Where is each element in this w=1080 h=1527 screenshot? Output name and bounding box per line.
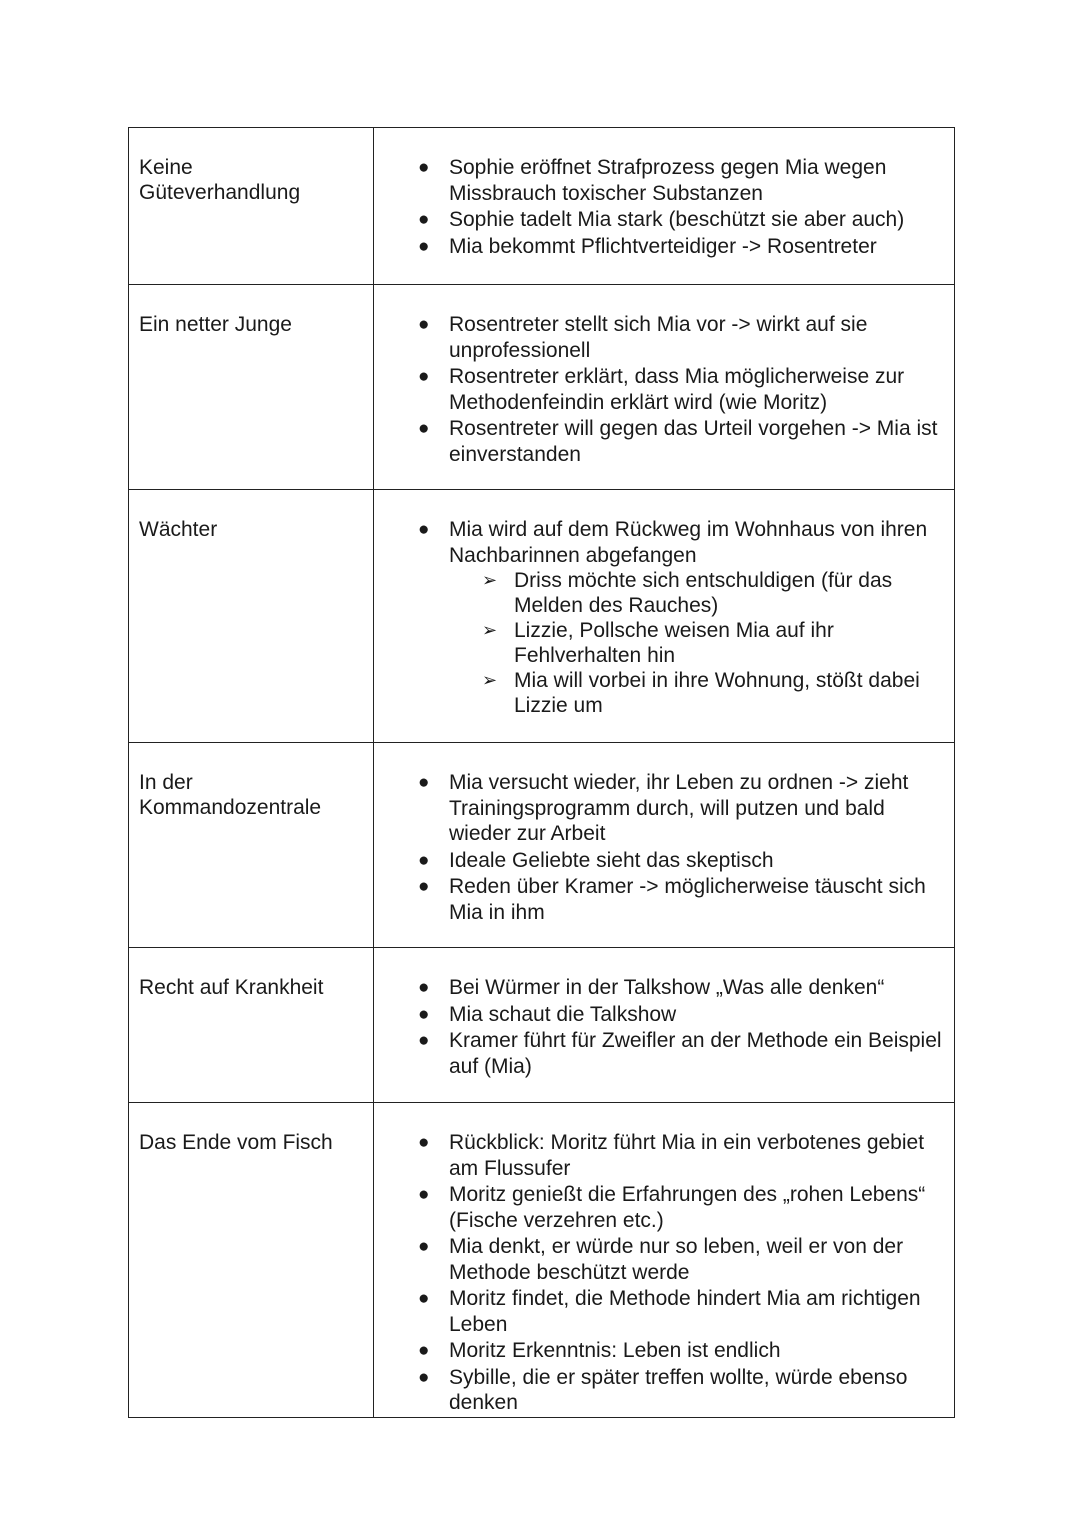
chapter-title: Keine Güteverhandlung <box>139 156 301 204</box>
bullet-dot-icon: ● <box>418 157 430 178</box>
chapter-title-cell <box>129 1103 374 1418</box>
sub-bullet-item <box>449 618 946 668</box>
bullet-list <box>374 128 954 259</box>
bullet-text: Mia denkt, er würde nur so leben, weil er von der Methode beschützt werde <box>449 1235 904 1284</box>
bullet-dot-icon: ● <box>418 209 430 230</box>
bullet-dot-icon: ● <box>418 1184 430 1205</box>
bullet-list <box>374 743 954 925</box>
sub-bullet-item <box>449 568 946 618</box>
bullet-text: Moritz findet, die Methode hindert Mia am richtigen Leben <box>449 1287 921 1336</box>
bullet-dot-icon: ● <box>418 314 430 335</box>
sub-bullet-text: Mia will vorbei in ihre Wohnung, stößt dabei Lizzie um <box>514 669 920 717</box>
bullet-item <box>374 770 946 847</box>
bullet-item <box>374 416 946 467</box>
bullet-text: Sybille, die er später treffen wollte, würde ebenso denken <box>449 1365 908 1414</box>
bullet-item <box>374 312 946 363</box>
bullet-text: Rosentreter stellt sich Mia vor -> wirkt auf sie unprofessionell <box>449 313 868 362</box>
bullet-text: Rosentreter will gegen das Urteil vorgehen -> Mia ist einverstanden <box>449 417 938 466</box>
arrow-bullet-icon: ➢ <box>482 620 498 640</box>
chapter-title: Recht auf Krankheit <box>139 976 324 999</box>
chapter-summary-cell <box>374 1103 955 1418</box>
chapter-summary-cell <box>374 490 955 743</box>
bullet-text: Rosentreter erklärt, dass Mia möglicherweise zur Methodenfeindin erklärt wird (wie Moritz) <box>449 365 905 414</box>
bullet-list <box>374 948 954 1079</box>
bullet-item <box>374 1182 946 1233</box>
chapter-title: Das Ende vom Fisch <box>139 1131 333 1154</box>
table-row <box>129 285 955 490</box>
chapter-summary-cell <box>374 743 955 948</box>
chapter-title-cell <box>129 285 374 490</box>
bullet-text: Mia versucht wieder, ihr Leben zu ordnen -> zieht Trainingsprogramm durch, will putzen und bald wieder zur Arbeit <box>449 771 909 845</box>
bullet-text: Moritz genießt die Erfahrungen des „rohen Lebens“ (Fische verzehren etc.) <box>449 1183 926 1232</box>
sub-bullet-text: Driss möchte sich entschuldigen (für das Melden des Rauches) <box>514 569 893 617</box>
bullet-dot-icon: ● <box>418 1366 430 1388</box>
sub-bullet-text: Lizzie, Pollsche weisen Mia auf ihr Fehlverhalten hin <box>514 619 834 667</box>
bullet-dot-icon: ● <box>418 366 430 387</box>
chapter-title-cell <box>129 743 374 948</box>
bullet-list <box>374 490 954 718</box>
bullet-item <box>374 1338 946 1364</box>
bullet-item <box>374 874 946 925</box>
arrow-bullet-icon: ➢ <box>482 570 498 590</box>
bullet-item <box>374 1002 946 1028</box>
bullet-text: Kramer führt für Zweifler an der Methode ein Beispiel auf (Mia) <box>449 1029 942 1078</box>
chapter-title: Wächter <box>139 518 218 541</box>
bullet-item <box>374 364 946 415</box>
bullet-item <box>374 517 946 718</box>
bullet-dot-icon: ● <box>418 849 430 871</box>
chapter-title: In der Kommandozentrale <box>139 771 322 819</box>
bullet-dot-icon: ● <box>418 519 430 540</box>
chapter-title-cell <box>129 128 374 285</box>
bullet-text: Ideale Geliebte sieht das skeptisch <box>449 848 774 872</box>
sub-bullet-item <box>449 668 946 718</box>
bullet-list <box>374 1103 954 1416</box>
bullet-text: Mia bekommt Pflichtverteidiger -> Rosentreter <box>449 234 877 258</box>
arrow-bullet-icon: ➢ <box>482 670 498 690</box>
table-row <box>129 128 955 285</box>
bullet-text: Reden über Kramer -> möglicherweise täuscht sich Mia in ihm <box>449 875 926 924</box>
table-row <box>129 948 955 1103</box>
bullet-item <box>374 207 946 233</box>
chapter-summary-table <box>128 127 955 1418</box>
bullet-text: Bei Würmer in der Talkshow „Was alle denken“ <box>449 976 885 999</box>
chapter-title: Ein netter Junge <box>139 313 292 336</box>
bullet-text: Sophie tadelt Mia stark (beschützt sie aber auch) <box>449 208 905 231</box>
bullet-dot-icon: ● <box>418 1003 430 1025</box>
bullet-item <box>374 234 946 260</box>
bullet-item <box>374 848 946 874</box>
bullet-list <box>374 285 954 467</box>
bullet-dot-icon: ● <box>418 1288 430 1309</box>
table-row <box>129 743 955 948</box>
bullet-item <box>374 1234 946 1285</box>
bullet-text: Mia wird auf dem Rückweg im Wohnhaus von ihren Nachbarinnen abgefangen <box>449 518 928 567</box>
bullet-text: Rückblick: Moritz führt Mia in ein verbotenes gebiet am Flussufer <box>449 1131 925 1180</box>
sub-bullet-list <box>449 568 946 718</box>
bullet-dot-icon: ● <box>418 418 430 439</box>
bullet-dot-icon: ● <box>418 1340 430 1361</box>
chapter-summary-cell <box>374 948 955 1103</box>
chapter-title-cell <box>129 490 374 743</box>
bullet-text: Sophie eröffnet Strafprozess gegen Mia wegen Missbrauch toxischer Substanzen <box>449 156 887 205</box>
bullet-dot-icon: ● <box>418 1236 430 1257</box>
bullet-dot-icon: ● <box>418 1030 430 1051</box>
table-row <box>129 490 955 743</box>
bullet-dot-icon: ● <box>418 977 430 998</box>
bullet-item <box>374 975 946 1001</box>
bullet-dot-icon: ● <box>418 235 430 257</box>
chapter-title-cell <box>129 948 374 1103</box>
bullet-item <box>374 155 946 206</box>
chapter-summary-cell <box>374 285 955 490</box>
bullet-item <box>374 1286 946 1337</box>
bullet-text: Mia schaut die Talkshow <box>449 1002 677 1026</box>
table-body <box>129 128 955 1418</box>
bullet-item <box>374 1028 946 1079</box>
bullet-item <box>374 1130 946 1181</box>
bullet-item <box>374 1365 946 1416</box>
bullet-text: Moritz Erkenntnis: Leben ist endlich <box>449 1339 781 1362</box>
table-row <box>129 1103 955 1418</box>
bullet-dot-icon: ● <box>418 772 430 793</box>
bullet-dot-icon: ● <box>418 1132 430 1153</box>
chapter-summary-cell <box>374 128 955 285</box>
bullet-dot-icon: ● <box>418 876 430 897</box>
